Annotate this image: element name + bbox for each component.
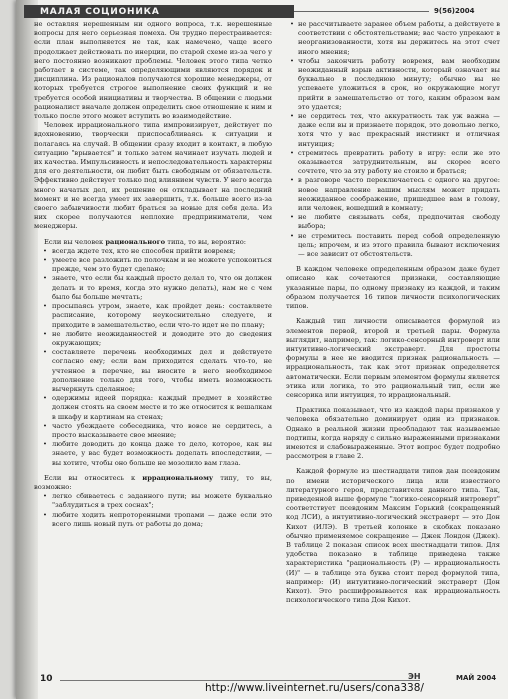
list-item: • не рассчитываете заранее объем работы, а действуете в соответствии с обстоятельствами; вас часто упрекают в неорганизованности, хотя вы держитесь на этот счет иного мнения; <box>298 20 500 57</box>
irrational-lead: Если вы относитесь к иррациональному типу, то вы, возможно: <box>34 473 272 491</box>
paragraph: не оставляя нерешенным ни одного вопроса, т.к. нерешенные вопросы для него серьезная помеха. Он трудно перестраивается: если план выполняется не так, как намечено, чаще всего продолжает действовать по инерции, по старой схеме из-за чего у него постоянно возникают проблемы. Человек этого типа четко работает в системе, так определяющими являются порядок и дисциплина. Из рационалов получаются хорошие менеджеры, от которых требуется строгое выполнение своих функций и не требуется особой инициативы и творчества. В общении с людьми рационалист вначале должен определить свое отношение к ним и только после этого может вступить во взаимодействие. <box>34 20 272 121</box>
paragraph: Практика показывает, что из каждой пары признаков у человека обязательно доминирует один из признаков. Однако в реальной жизни преобладают так называемые подтипы, когда наряду с сильно выраженными признаками имеются и слабовыраженные. Этот вопрос будет подробно рассмотрен в главе 2. <box>286 406 500 461</box>
list-item: • всегда ждете тех, кто не способен прийти вовремя; <box>52 247 272 256</box>
list-item: • умеете все разложить по полочкам и не можете успокоиться прежде, чем это будет сделано; <box>52 256 272 274</box>
paragraph: Каждый тип личности описывается формулой из элементов первой, второй и третьей пары. Формула выглядит, например, так: логико-сенсорный интроверт или интуитивно-логический экстраверт. Для простоты формулы в нее не вводится признак рациональность — иррациональность, так как этот признак определяется автоматически. Если первым элементом формулы является этика или логика, то это рациональный тип, если же сенсорика или интуиция, то иррациональный. <box>286 317 500 399</box>
list-item: • часто убеждаете собеседника, что вовсе не сердитесь, а просто высказываете свое мнение; <box>52 422 272 440</box>
magazine-logo: ЭН <box>408 672 421 681</box>
list-item: • просыпаясь утром, знаете, как пройдет день: составляете расписание, которому неукоснительно следуете, и приходите в замешательство, если что-то идет не по плану; <box>52 302 272 330</box>
list-item: • легко сбиваетесь с заданного пути; вы можете буквально "заблудиться в трех соснах"; <box>52 492 272 510</box>
paragraph: Каждой формуле из шестнадцати типов дан псевдоним по имени исторического лица или известного литературного героя, представителя данного типа. Так, приведенной выше формуле "логико-сенсорный интроверт" соответствует псевдоним Максим Горький (сокращенный код ЛСИ), а интуитивно-логический экстраверт — это Дон Кихот (ИЛЭ). В третьей колонке в скобках показано обычно применяемое сокращение — Джек Лондон (Джек). В таблице 2 показан список всех шестнадцати типов. Для удобства показано в таблице приведена также характеристика "рациональность (Р) — иррациональность (И)" — в таблице эта буква стоит перед формулой типа, например: (И) интуитивно-логический экстраверт (Дон Кихот). Это расшифровывается как иррациональность психологического типа Дон Кихот. <box>286 467 500 605</box>
irrational-list <box>34 492 272 529</box>
section-title: МАЛАЯ СОЦИОНИКА <box>40 6 160 17</box>
list-item: • стремитесь превратить работу в игру: если же это оказывается затруднительным, вы скорее всего сочтете, что за эту работу не стоило и браться; <box>298 149 500 177</box>
paragraph: В каждом человеке определенным образом даже будет описано как сочетаются признаки, составляющие указанные пары, по одному признаку из каждой, и таким образом получается 16 типов личности психологических типов. <box>286 265 500 311</box>
section-header <box>24 5 294 18</box>
list-item: • не любите связывать себя, предпочитая свободу выбора; <box>298 213 500 231</box>
rational-lead: Если вы человек рационального типа, то вы, вероятно: <box>44 237 246 246</box>
magazine-page <box>16 0 508 699</box>
list-item: • знаете, что если бы каждый просто делал то, что он должен делать и то время, когда это нужно делать), нам не с чем было бы больше мечтать; <box>52 274 272 302</box>
list-item: • в разговоре часто переключаетесь с одного на другое: новое направление вашим мыслям может придать неожиданное соображение, пришедшее вам в голову, или человек, вошедший в комнату; <box>298 176 500 213</box>
issue-number: 9(56)2004 <box>434 7 475 15</box>
left-column <box>34 20 272 529</box>
list-item: • любите доводить до конца даже то дело, которое, как вы знаете, у вас будет возможность доделать впоследствии, — вы хотите, чтобы оно больше не мозолило вам глаза. <box>52 440 272 468</box>
right-column <box>286 20 500 605</box>
rational-list <box>34 247 272 468</box>
header-rule <box>294 11 429 12</box>
list-item: • не любите неожиданностей и доводите это до сведения окружающих; <box>52 330 272 348</box>
page-number: 10 <box>40 674 53 684</box>
list-item: • одержимы идеей порядка: каждый предмет в хозяйстве должен стоять на своем месте и то же относится к вешалкам в шкафу и картинам на стенах; <box>52 394 272 422</box>
list-item: • любите ходить непроторенными тропами — даже если это всего лишь новый путь от работы до дома; <box>52 511 272 529</box>
paragraph: Человек иррационального типа импровизирует, действует по вдохновению, творчески приспосабливаясь к ситуации и полагаясь на случай. В общении сразу входит в контакт, в любую ситуацию "врывается" и только затем начинает изучать людей и их качества. Импульсивность и непоследовательность характерны для его деятельности, он любит быть свободным от обязательств. Эффективно действует только под влиянием чувств. У него всегда много начатых дел, их решение он откладывает на последний момент и не всегда умеет их завершить, т.к. больше всего из-за своего забывчивости любит браться за новые для себя дела. Из них скорее получаются неплохие предприниматели, чем менеджеры. <box>34 121 272 231</box>
watermark-url: http://www.liveinternet.ru/users/cona338/ <box>205 682 424 694</box>
list-item: • составляете перечень необходимых дел и действуете согласно ему; если вам приходится сделать что-то, не учтенное в перечне, вы вносите в него необходимое дополнение только для того, чтобы иметь возможность вычеркнуть сделанное; <box>52 348 272 394</box>
list-item: • не сердитесь тех, что аккуратность так уж важна — даже если вы и признаете порядок, это довольно легко, хотя что у вас прекрасный инстинкт и отличная интуиция; <box>298 112 500 149</box>
footer-issue: МАЙ 2004 <box>456 674 497 682</box>
irrational-list-continued <box>286 20 500 259</box>
list-item: • чтобы закончить работу вовремя, вам необходим неожиданный взрыв активности, который означает вы буквально в последнюю минуту; обычно вы не успеваете уложиться в срок, но окружающие могут прийти в замешательство от того, каким образом вам это удается; <box>298 57 500 112</box>
list-item: • не стремитесь поставить перед собой определенную цель; впрочем, и из этого правила бывают исключения — все зависит от обстоятельств. <box>298 232 500 260</box>
footer-rule <box>60 680 420 681</box>
